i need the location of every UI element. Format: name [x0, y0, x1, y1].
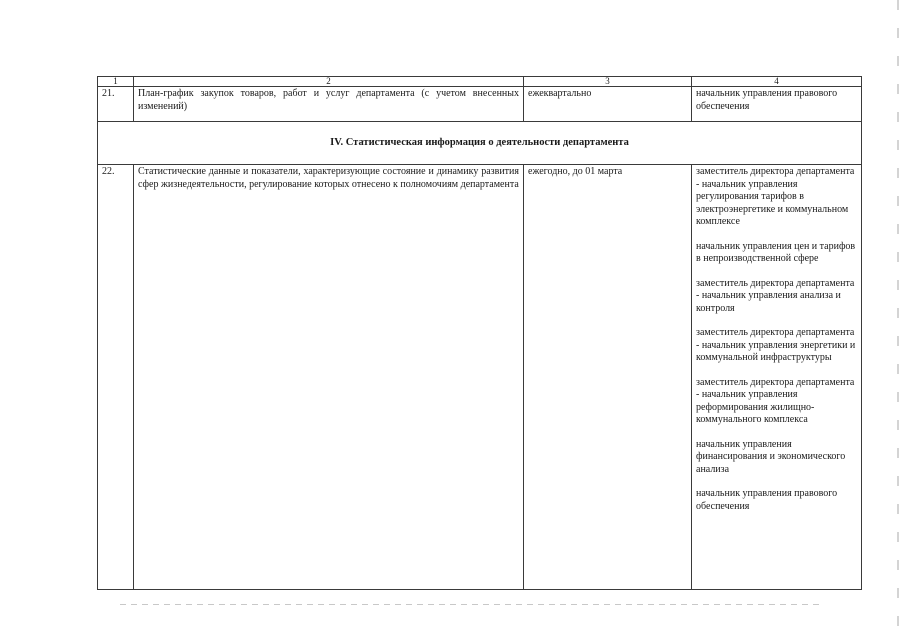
- table-row-21: [98, 87, 862, 122]
- responsible-entry: заместитель директора департамента - начальник управления энергетики и коммунальной инфраструктуры: [696, 327, 856, 363]
- document-table: [97, 76, 862, 590]
- responsible-entry: начальник управления цен и тарифов в непроизводственной сфере: [696, 240, 856, 264]
- column-header-2: 2: [134, 77, 524, 87]
- scan-edge-artifact: [897, 0, 899, 640]
- row-period: ежеквартально: [524, 87, 692, 122]
- row-responsible-list: [692, 165, 862, 590]
- row-number: 21.: [98, 87, 134, 122]
- column-header-3: 3: [524, 77, 692, 87]
- responsible-entry: заместитель директора департамента - начальник управления регулирования тарифов в электроэнергетике и коммунальном комплексе: [696, 166, 855, 227]
- row-period: ежегодно, до 01 марта: [524, 165, 692, 590]
- row-responsible: начальник управления правового обеспечения: [692, 87, 862, 122]
- section-heading-row: [98, 122, 862, 165]
- column-header-4: 4: [692, 77, 862, 87]
- column-number-row: [98, 77, 862, 87]
- row-content: Статистические данные и показатели, характеризующие состояние и динамику развития сфер жизнедеятельности, регулирование которых отнесено к полномочиям департамента: [134, 165, 524, 590]
- row-content: План-график закупок товаров, работ и услуг департамента (с учетом внесенных изменений): [134, 87, 524, 122]
- responsible-entry: начальник управления финансирования и экономического анализа: [696, 438, 846, 475]
- responsible-entry: заместитель директора департамента - начальник управления анализа и контроля: [696, 277, 855, 314]
- section-title: IV. Статистическая информация о деятельности департамента: [98, 122, 862, 165]
- responsible-entry: начальник управления правового обеспечения: [696, 488, 838, 512]
- scan-streak-artifact: [120, 604, 820, 605]
- column-header-1: 1: [98, 77, 134, 87]
- responsible-entry: заместитель директора департамента - начальник управления реформирования жилищно-коммунального комплекса: [696, 376, 855, 425]
- table-row-22: [98, 165, 862, 590]
- row-number: 22.: [98, 165, 134, 590]
